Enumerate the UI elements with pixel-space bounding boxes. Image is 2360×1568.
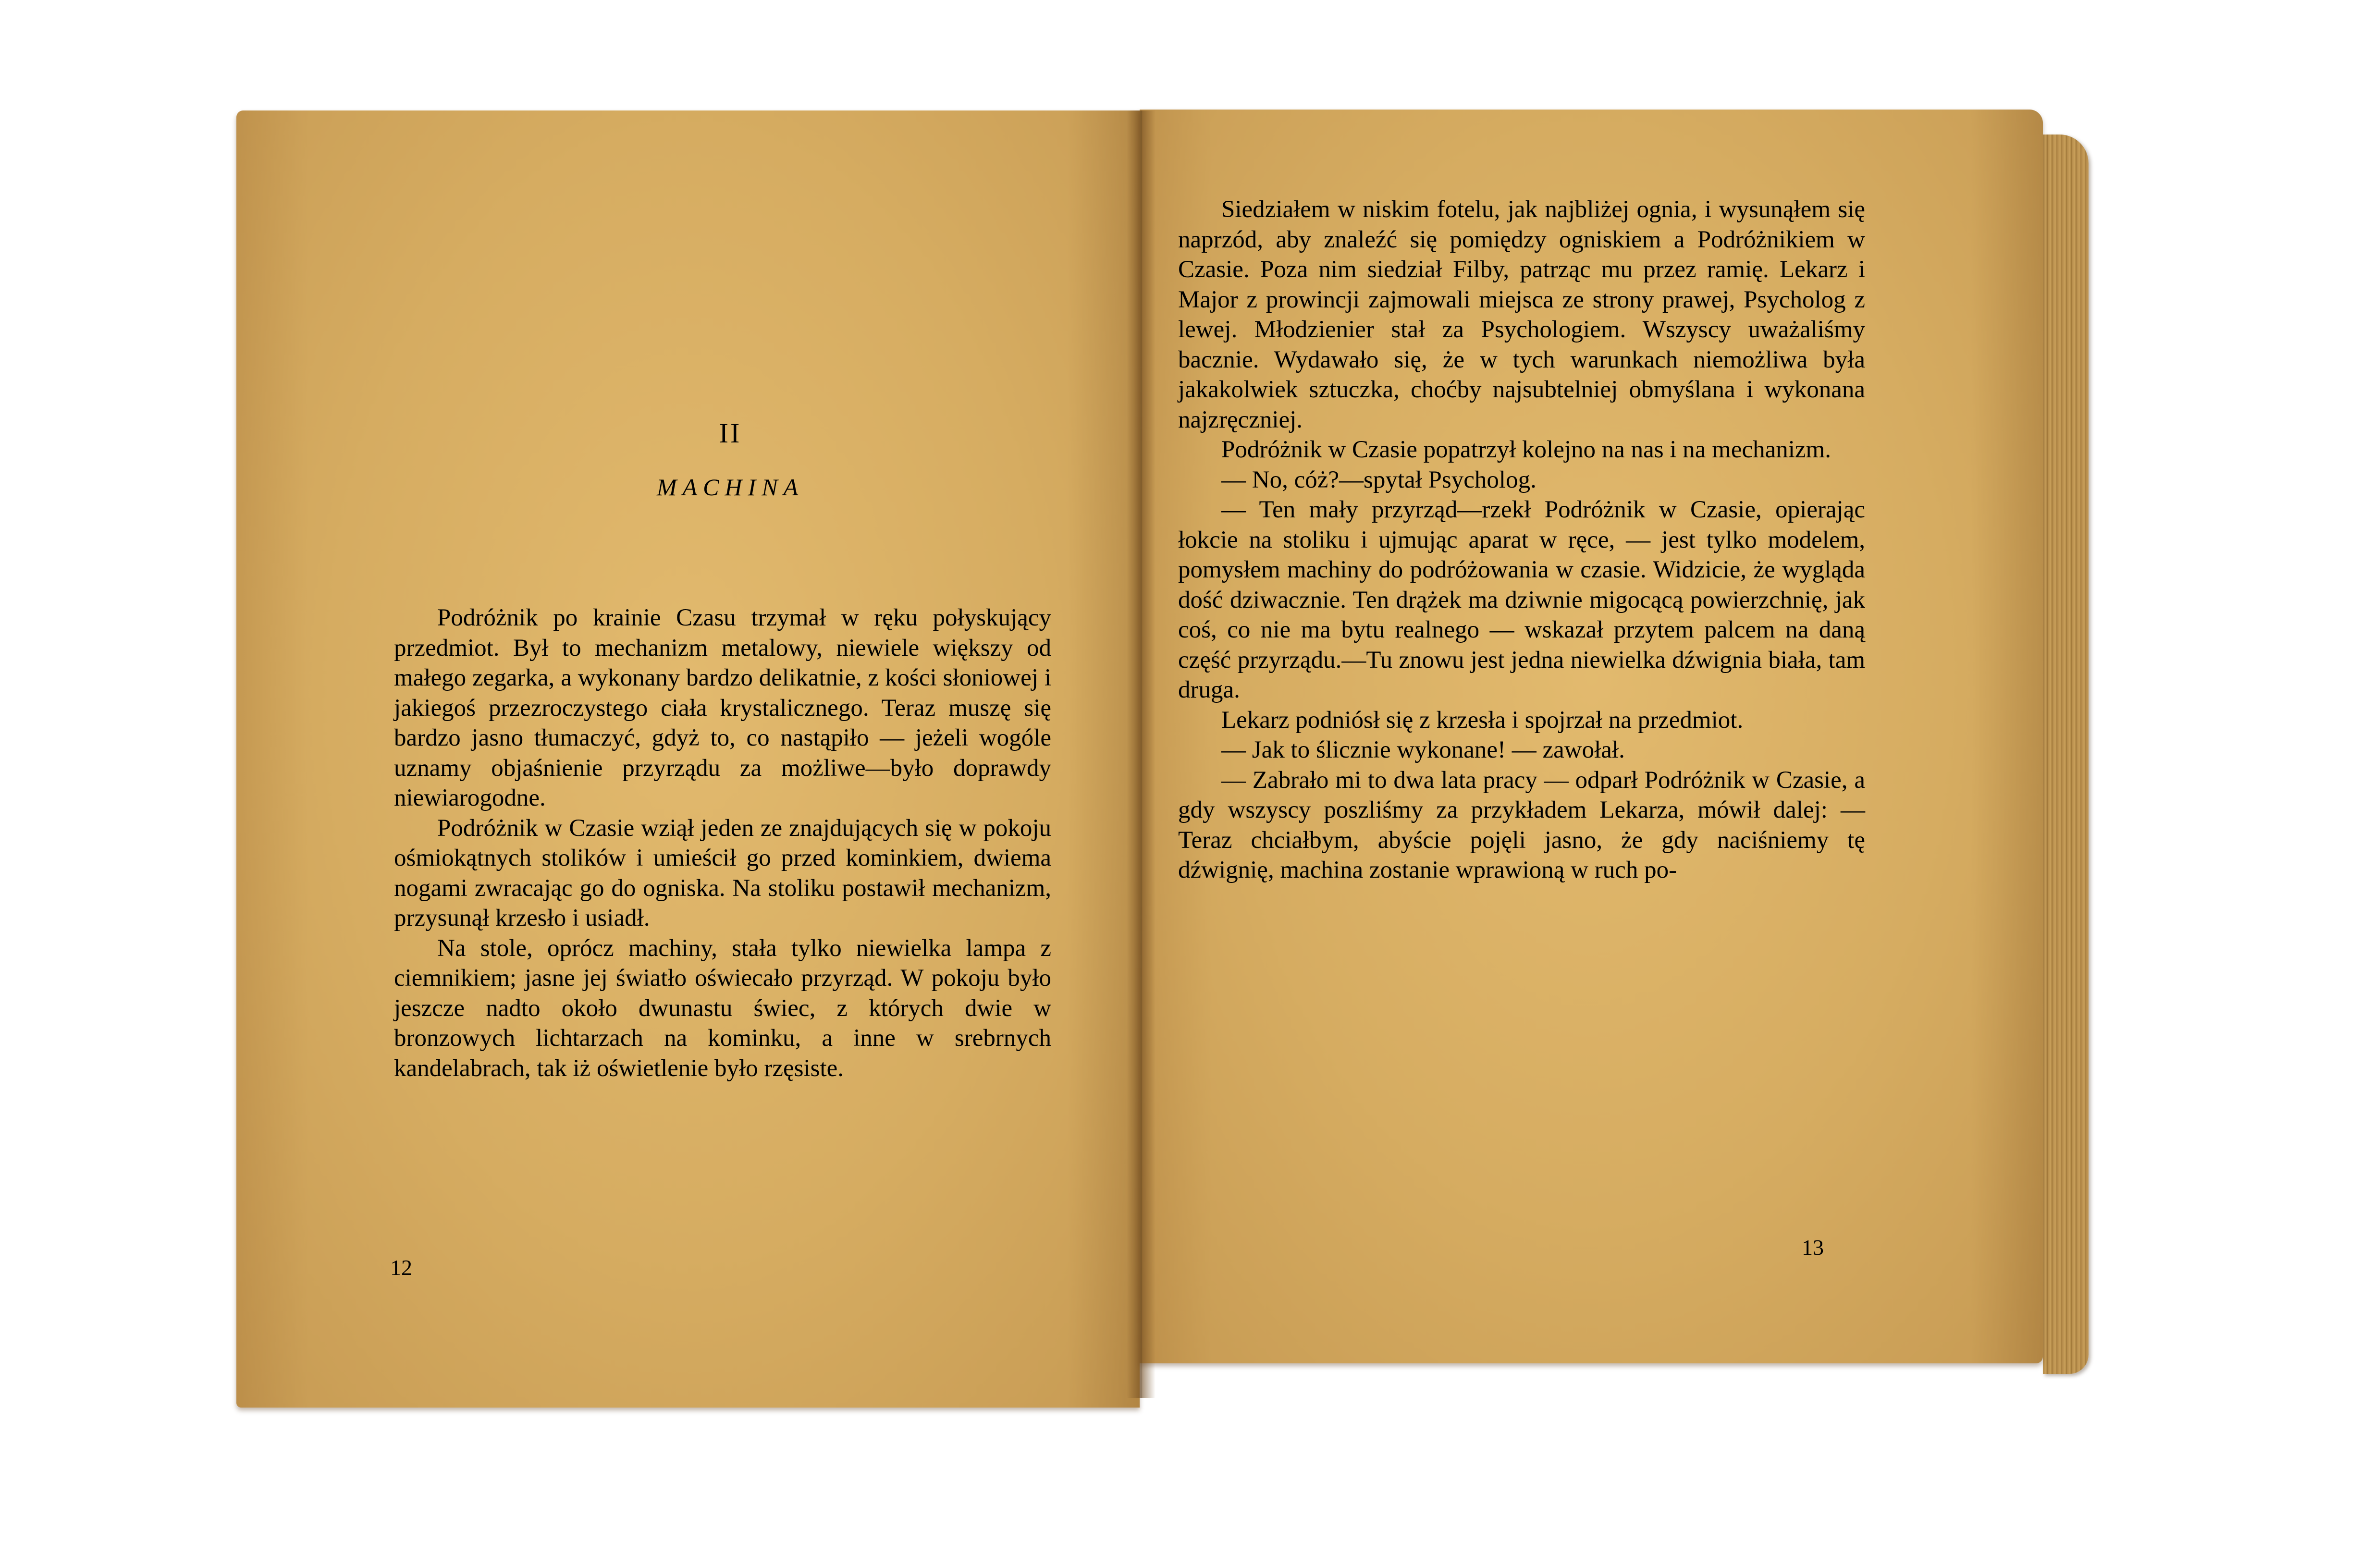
book-spine [1127, 110, 1155, 1398]
paragraph: Podróżnik w Czasie popatrzył kolejno na nas i na mechanizm. [1221, 436, 1831, 463]
left-page-text [394, 603, 1051, 1083]
paragraph: — Ten mały przyrząd—rzekł Podróżnik w Czasie, opierając łokcie na stoliku i ujmując aparat w ręce, — jest tylko modelem, pomysłem machiny do podróżowania w czasie. Widzicie, że wygląda dość dziwacznie. Ten drążek ma dziwnie migocącą powierzchnię, jak coś, co nie ma bytu realnego — wskazał przytem palcem na daną część przyrządu.—Tu znowu jest jedna niewielka dźwignia biała, tam druga. [1178, 496, 1865, 703]
paragraph: Podróżnik w Czasie wziął jeden ze znajdujących się w pokoju ośmiokątnych stolików i umieścił go przed kominkiem, dwiema nogami zwracając go do ogniska. Na stoliku postawił mechanizm, przysunął krzesło i usiadł. [394, 814, 1051, 931]
right-page-text [1178, 195, 1865, 885]
paragraph: Lekarz podniósł się z krzesła i spojrzał na przedmiot. [1221, 706, 1744, 734]
chapter-number: II [719, 417, 742, 449]
chapter-title: MACHINA [656, 474, 804, 501]
paragraph: — No, cóż?—spytał Psycholog. [1221, 466, 1536, 493]
paragraph: Siedziałem w niskim fotelu, jak najbliżej ognia, i wysunąłem się naprzód, aby znaleźć się pomiędzy ogniskiem a Podróżnikiem w Czasie. Poza nim siedział Filby, patrząc mu przez ramię. Lekarz i Major z prowincji zajmowali miejsca ze strony prawej, Psycholog z lewej. Młodzienier stał za Psychologiem. Wszyscy uważaliśmy bacznie. Wydawało się, że w tych warunkach niemożliwa była jakakolwiek sztuczka, choćby najsubtelniej obmyślana i wykonana najzręczniej. [1178, 196, 1865, 433]
paragraph: Na stole, oprócz machiny, stała tylko niewielka lampa z ciemnikiem; jasne jej światło oświecało przyrząd. W pokoju było jeszcze nadto około dwunastu świec, z których dwie w bronzowych lichtarzach na kominku, a inne w srebrnych kandelabrach, tak iż oświetlenie było rzęsiste. [394, 934, 1051, 1082]
paragraph: Podróżnik po krainie Czasu trzymał w ręku połyskujący przedmiot. Był to mechanizm metalowy, niewiele większy od małego zegarka, a wykonany bardzo delikatnie, z kości słoniowej i jakiegoś przezroczystego ciała krystalicznego. Teraz muszę się bardzo jasno tłumaczyć, gdyż to, co nastąpiło — jeżeli wogóle uznamy objaśnienie przyrządu za możliwe—było doprawdy niewiarogodne. [394, 604, 1051, 811]
page-number-right: 13 [1802, 1235, 1824, 1260]
paragraph: — Zabrało mi to dwa lata pracy — odparł Podróżnik w Czasie, a gdy wszyscy poszliśmy za przykładem Lekarza, mówił dalej: — Teraz chciałbym, abyście pojęli jasno, że gdy naciśniemy tę dźwignię, machina zostanie wprawioną w ruch po- [1178, 766, 1865, 883]
page-edges [2043, 135, 2089, 1374]
paragraph: — Jak to ślicznie wykonane! — zawołał. [1221, 736, 1625, 763]
page-number-left: 12 [390, 1255, 412, 1280]
